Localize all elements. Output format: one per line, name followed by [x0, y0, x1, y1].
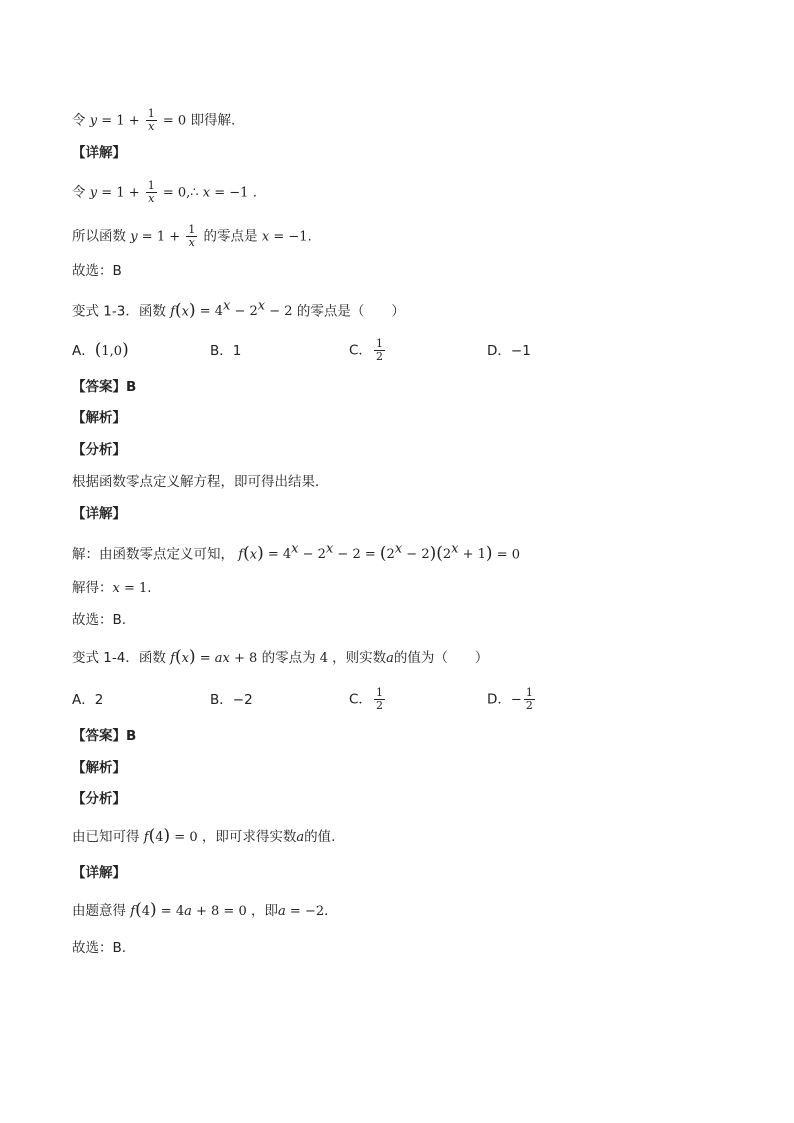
hint-line: 令 y = 1 + $\frac{1}{x}$ = 0 即得解.	[72, 107, 236, 133]
conclusion-line: 所以函数 y = 1 + $\frac{1}{x}$ 的零点是 x = −1.	[72, 223, 312, 249]
solution-line: 解：由函数零点定义可知， $f(x) = 4^x - 2^x - 2 = (2^x - 2)(2^x + 1) = 0$	[72, 542, 520, 564]
answer-choice-line: 故选：B.	[72, 612, 127, 628]
option-b: B．−2	[210, 692, 253, 708]
solved-line: 解得：x = 1.	[72, 580, 152, 596]
question-1-3: 变式 1-3．函数 $f(x) = 4^x - 2^x - 2$ 的零点是（ ）	[72, 299, 405, 321]
option-d: D．−1	[487, 343, 531, 359]
option-b: B．1	[210, 343, 242, 359]
answer-heading: 【答案】B	[72, 379, 137, 395]
section-heading-detail: 【详解】	[72, 865, 126, 881]
breakdown-heading: 【分析】	[72, 791, 126, 807]
section-heading-detail: 【详解】	[72, 506, 126, 522]
fraction-1-over-x: $\frac{1}{x}$	[147, 107, 155, 133]
analysis-heading: 【解析】	[72, 410, 126, 426]
breakdown-heading: 【分析】	[72, 442, 126, 458]
answer-choice-line: 故选：B.	[72, 940, 127, 956]
option-a: A．(1,0)	[72, 340, 129, 360]
detail-line: 令 y = 1 + $\frac{1}{x}$ = 0,∴ x = −1 .	[72, 179, 257, 205]
solution-line: 由题意得 f(4) = 4a + 8 = 0 ，即a = −2．	[72, 900, 338, 920]
option-c: C． $\frac{1}{2}$	[349, 686, 383, 712]
answer-choice-line: 故选：B	[72, 263, 122, 279]
analysis-heading: 【解析】	[72, 760, 126, 776]
breakdown-text: 根据函数零点定义解方程，即可得出结果．	[72, 474, 329, 490]
question-1-4: 变式 1-4．函数 f(x) = ax + 8 的零点为 4 ，则实数a的值为（ ）	[72, 647, 489, 667]
section-heading-detail: 【详解】	[72, 145, 126, 161]
option-a: A．2	[72, 692, 104, 708]
option-c: C． $\frac{1}{2}$	[349, 337, 383, 363]
option-d: D．− $\frac{1}{2}$	[487, 686, 533, 712]
answer-heading: 【答案】B	[72, 728, 137, 744]
breakdown-text: 由已知可得 f(4) = 0 ，即可求得实数a的值.	[72, 826, 336, 846]
